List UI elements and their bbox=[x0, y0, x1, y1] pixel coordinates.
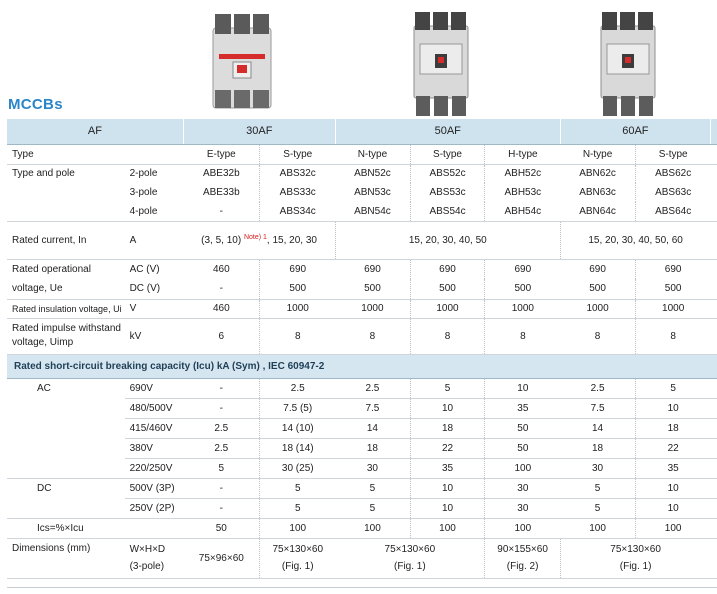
table-cell: 7.5 bbox=[560, 398, 635, 418]
table-cell: 18 bbox=[560, 438, 635, 458]
table-cell: 18 bbox=[635, 418, 710, 438]
note-ref: Note) 1 bbox=[243, 234, 267, 241]
table-cell: 30 bbox=[485, 498, 560, 518]
table-cell: - bbox=[183, 498, 259, 518]
breaking-ac-row bbox=[7, 438, 717, 458]
rated-current-label: Rated current, In bbox=[7, 221, 125, 259]
table-cell: 10 bbox=[410, 398, 485, 418]
table-cell: ABH53c bbox=[485, 183, 560, 202]
table-cell: - bbox=[183, 398, 259, 418]
table-cell: 2.5 bbox=[560, 378, 635, 398]
table-cell: 2.5 bbox=[183, 418, 259, 438]
table-cell: 35 bbox=[635, 458, 710, 478]
table-cell: 14 bbox=[560, 418, 635, 438]
breaking-voltage: 690V bbox=[125, 378, 184, 398]
table-cell: 8 bbox=[635, 318, 710, 354]
breaking-voltage: 220/250V bbox=[125, 458, 184, 478]
rated-current-unit: A bbox=[125, 221, 184, 259]
table-cell: - bbox=[183, 202, 259, 221]
header-af: AF bbox=[7, 119, 183, 144]
table-cell: ABE33b bbox=[202, 187, 240, 198]
breaker-30af-icon bbox=[207, 10, 277, 110]
impulse-unit: kV bbox=[125, 318, 184, 354]
table-cell: 100 bbox=[485, 518, 560, 538]
table-cell: 50 bbox=[485, 438, 560, 458]
table-cell: 1000 bbox=[260, 299, 336, 318]
table-cell: 500 bbox=[560, 279, 635, 299]
table-cell: 690 bbox=[635, 259, 710, 279]
table-cell bbox=[710, 398, 717, 418]
table-cell: 100 bbox=[335, 518, 410, 538]
table-cell: 10 bbox=[410, 478, 485, 498]
spec-table bbox=[7, 119, 717, 579]
dimensions-value: 75×130×60 bbox=[272, 544, 324, 555]
table-cell: S-type bbox=[410, 144, 485, 164]
breaking-ac-row bbox=[7, 418, 717, 438]
table-cell: 100 bbox=[260, 518, 336, 538]
table-cell: 35 bbox=[410, 458, 485, 478]
table-cell bbox=[710, 259, 717, 279]
impulse-row bbox=[7, 318, 717, 354]
table-cell bbox=[710, 458, 717, 478]
table-cell bbox=[710, 221, 717, 259]
table-cell: ABN52c bbox=[354, 168, 391, 180]
table-cell: ABH52c bbox=[485, 164, 560, 183]
table-cell bbox=[7, 498, 125, 518]
table-cell: 100 bbox=[560, 518, 635, 538]
header-30af: 30AF bbox=[183, 119, 335, 144]
table-cell: 5 bbox=[260, 478, 336, 498]
pole-name: 4-pole bbox=[125, 202, 184, 221]
table-cell: 8 bbox=[560, 318, 635, 354]
table-cell bbox=[710, 498, 717, 518]
table-cell: N-type bbox=[560, 144, 635, 164]
breaking-ac-label: AC bbox=[37, 382, 51, 394]
op-voltage-ac-row bbox=[7, 259, 717, 279]
table-cell: ABS64c bbox=[635, 202, 710, 221]
table-cell: 460 bbox=[183, 299, 259, 318]
table-cell: 10 bbox=[410, 498, 485, 518]
table-cell: 30 (25) bbox=[260, 458, 336, 478]
table-cell: 1000 bbox=[560, 299, 635, 318]
table-cell: 5 bbox=[560, 478, 635, 498]
frame-header-row bbox=[7, 119, 717, 144]
header-spacer bbox=[710, 119, 717, 144]
table-cell bbox=[710, 538, 717, 578]
breaking-voltage: 250V (2P) bbox=[125, 498, 184, 518]
breaking-dc-row bbox=[7, 498, 717, 518]
dimensions-label: Dimensions (mm) bbox=[7, 538, 125, 578]
breaking-voltage: 415/460V bbox=[125, 418, 184, 438]
table-cell: 14 bbox=[335, 418, 410, 438]
table-cell: S-type bbox=[260, 144, 336, 164]
table-cell: 10 bbox=[635, 498, 710, 518]
table-cell: - bbox=[183, 478, 259, 498]
table-cell bbox=[710, 478, 717, 498]
table-cell: 6 bbox=[183, 318, 259, 354]
table-cell: 100 bbox=[635, 518, 710, 538]
ics-label: Ics=%×Icu bbox=[7, 518, 183, 538]
table-cell: 460 bbox=[212, 263, 230, 275]
table-cell: ABS52c bbox=[410, 164, 485, 183]
table-cell: 8 bbox=[485, 318, 560, 354]
table-cell: 14 (10) bbox=[260, 418, 336, 438]
table-cell: 22 bbox=[410, 438, 485, 458]
insulation-unit: V bbox=[125, 299, 184, 318]
table-cell bbox=[710, 318, 717, 354]
table-cell: 500 bbox=[635, 279, 710, 299]
table-cell: 100 bbox=[485, 458, 560, 478]
rated-current-50af: 15, 20, 30, 40, 50 bbox=[335, 221, 560, 259]
type-row bbox=[7, 144, 717, 164]
table-cell bbox=[710, 164, 717, 183]
table-cell: 18 (14) bbox=[260, 438, 336, 458]
table-cell: 5 bbox=[335, 478, 410, 498]
table-cell: ABH54c bbox=[485, 202, 560, 221]
table-cell: 7.5 (5) bbox=[260, 398, 336, 418]
pole-name: 3-pole bbox=[129, 187, 158, 198]
breaking-voltage: 480/500V bbox=[125, 398, 184, 418]
table-cell: 35 bbox=[485, 398, 560, 418]
type-label: Type bbox=[7, 144, 183, 164]
rated-current-30af bbox=[183, 221, 335, 259]
table-cell: ABN53c bbox=[354, 187, 391, 198]
header-60af: 60AF bbox=[560, 119, 710, 144]
table-cell bbox=[7, 418, 125, 438]
table-cell: 1000 bbox=[485, 299, 560, 318]
pole-label: Type and pole bbox=[7, 164, 125, 221]
breaking-dc-label: DC bbox=[37, 482, 52, 494]
table-cell: ABS54c bbox=[410, 202, 485, 221]
dimensions-unit-1: W×H×D bbox=[129, 544, 166, 555]
dimensions-unit-2: (3-pole) bbox=[129, 561, 165, 572]
dimensions-fig: (Fig. 1) bbox=[619, 561, 652, 572]
table-cell: ABN54c bbox=[335, 202, 410, 221]
table-cell: 690 bbox=[410, 259, 485, 279]
table-cell bbox=[710, 144, 717, 164]
table-cell: 500 bbox=[410, 279, 485, 299]
table-cell: 8 bbox=[335, 318, 410, 354]
table-cell: ABN63c bbox=[579, 187, 616, 198]
table-cell bbox=[710, 279, 717, 299]
table-cell: ABS32c bbox=[260, 164, 336, 183]
table-cell bbox=[710, 299, 717, 318]
impulse-label bbox=[7, 318, 125, 354]
ics-row bbox=[7, 518, 717, 538]
pole-name: 2-pole bbox=[129, 168, 158, 180]
table-cell: 2.5 bbox=[183, 438, 259, 458]
op-voltage-label-1: Rated operational bbox=[12, 263, 91, 275]
insulation-row bbox=[7, 299, 717, 318]
rated-current-30af-pre: (3, 5, 10) bbox=[201, 235, 242, 246]
table-cell: 18 bbox=[410, 418, 485, 438]
table-cell: 690 bbox=[589, 263, 606, 275]
table-cell bbox=[710, 378, 717, 398]
table-cell: 500 bbox=[260, 279, 336, 299]
table-cell: 30 bbox=[560, 458, 635, 478]
dimensions-row bbox=[7, 538, 717, 578]
table-cell bbox=[7, 398, 125, 418]
impulse-label-1: Rated impulse withstand bbox=[12, 323, 121, 334]
table-cell: 5 bbox=[260, 498, 336, 518]
table-cell: - bbox=[183, 279, 259, 299]
table-cell: ABS53c bbox=[410, 183, 485, 202]
table-cell: 5 bbox=[183, 458, 259, 478]
table-cell: ABN62c bbox=[579, 168, 616, 180]
breaking-dc-row bbox=[7, 478, 717, 498]
table-cell: ABS62c bbox=[635, 164, 710, 183]
table-cell: 50 bbox=[485, 418, 560, 438]
table-cell: 50 bbox=[183, 518, 259, 538]
section-title: MCCBs bbox=[8, 96, 63, 113]
dimensions-value: 75×130×60 bbox=[610, 544, 661, 555]
page-divider bbox=[7, 587, 717, 588]
breaking-capacity-title: Rated short-circuit breaking capacity (Icu) kA (Sym) , IEC 60947-2 bbox=[7, 354, 717, 378]
header-50af: 50AF bbox=[335, 119, 560, 144]
table-cell bbox=[710, 202, 717, 221]
table-cell: 690 bbox=[364, 263, 381, 275]
table-cell bbox=[7, 438, 125, 458]
table-cell: - bbox=[183, 378, 259, 398]
table-cell: ABS34c bbox=[260, 202, 336, 221]
table-cell: ABE32b bbox=[202, 168, 240, 180]
pole-row bbox=[7, 164, 717, 183]
table-cell: 2.5 bbox=[335, 378, 410, 398]
dimensions-fig: (Fig. 1) bbox=[281, 561, 314, 572]
dimensions-value: 75×130×60 bbox=[384, 544, 436, 555]
breaking-capacity-header bbox=[7, 354, 717, 378]
table-cell bbox=[710, 438, 717, 458]
table-cell: 10 bbox=[635, 478, 710, 498]
dimensions-unit bbox=[125, 538, 184, 578]
op-voltage-label-2: voltage, Ue bbox=[7, 279, 125, 299]
table-cell bbox=[710, 418, 717, 438]
impulse-label-2: voltage, Uimp bbox=[12, 337, 74, 348]
breaker-50af-icon bbox=[410, 10, 472, 118]
op-voltage-ac-unit: AC (V) bbox=[129, 263, 160, 275]
breaking-ac-row bbox=[7, 378, 717, 398]
table-cell: 8 bbox=[260, 318, 336, 354]
rated-current-row bbox=[7, 221, 717, 259]
table-cell: 1000 bbox=[410, 299, 485, 318]
table-cell bbox=[7, 458, 125, 478]
breaking-ac-row bbox=[7, 458, 717, 478]
insulation-label: Rated insulation voltage, Ui bbox=[7, 299, 125, 318]
table-cell: 8 bbox=[410, 318, 485, 354]
table-cell: 30 bbox=[485, 478, 560, 498]
table-cell: 690 bbox=[485, 259, 560, 279]
op-voltage-dc-row bbox=[7, 279, 717, 299]
dimensions-50af-ns bbox=[335, 538, 485, 578]
table-cell: ABN64c bbox=[560, 202, 635, 221]
table-cell: H-type bbox=[485, 144, 560, 164]
table-cell bbox=[710, 183, 717, 202]
op-voltage-dc-unit: DC (V) bbox=[125, 279, 184, 299]
table-cell: 10 bbox=[485, 378, 560, 398]
dimensions-30af-e: 75×96×60 bbox=[183, 538, 259, 578]
dimensions-60af bbox=[560, 538, 710, 578]
table-cell: 30 bbox=[335, 458, 410, 478]
breaking-voltage: 500V (3P) bbox=[125, 478, 184, 498]
table-cell: 1000 bbox=[635, 299, 710, 318]
table-cell: S-type bbox=[635, 144, 710, 164]
breaking-voltage: 380V bbox=[125, 438, 184, 458]
table-cell: 500 bbox=[485, 279, 560, 299]
table-cell: 5 bbox=[335, 498, 410, 518]
table-cell: E-type bbox=[183, 144, 259, 164]
rated-current-30af-post: , 15, 20, 30 bbox=[266, 235, 317, 246]
table-cell: 2.5 bbox=[260, 378, 336, 398]
dimensions-fig: (Fig. 1) bbox=[394, 561, 426, 572]
table-cell: ABS63c bbox=[635, 183, 710, 202]
table-cell: 690 bbox=[260, 259, 336, 279]
dimensions-value: 90×155×60 bbox=[497, 544, 548, 555]
table-cell: 5 bbox=[635, 378, 710, 398]
table-cell: 5 bbox=[560, 498, 635, 518]
table-cell: N-type bbox=[335, 144, 410, 164]
table-cell: 22 bbox=[635, 438, 710, 458]
table-cell: 18 bbox=[335, 438, 410, 458]
dimensions-50af-h bbox=[485, 538, 560, 578]
rated-current-60af: 15, 20, 30, 40, 50, 60 bbox=[560, 221, 710, 259]
table-cell: 5 bbox=[410, 378, 485, 398]
table-cell: 100 bbox=[410, 518, 485, 538]
breaking-ac-row bbox=[7, 398, 717, 418]
table-cell: 10 bbox=[635, 398, 710, 418]
dimensions-30af-s bbox=[260, 538, 336, 578]
table-cell bbox=[710, 518, 717, 538]
dimensions-fig: (Fig. 2) bbox=[506, 561, 539, 572]
table-cell: ABS33c bbox=[260, 183, 336, 202]
table-cell: 7.5 bbox=[335, 398, 410, 418]
table-cell: 500 bbox=[335, 279, 410, 299]
breaker-60af-icon bbox=[597, 10, 659, 118]
table-cell: 1000 bbox=[335, 299, 410, 318]
